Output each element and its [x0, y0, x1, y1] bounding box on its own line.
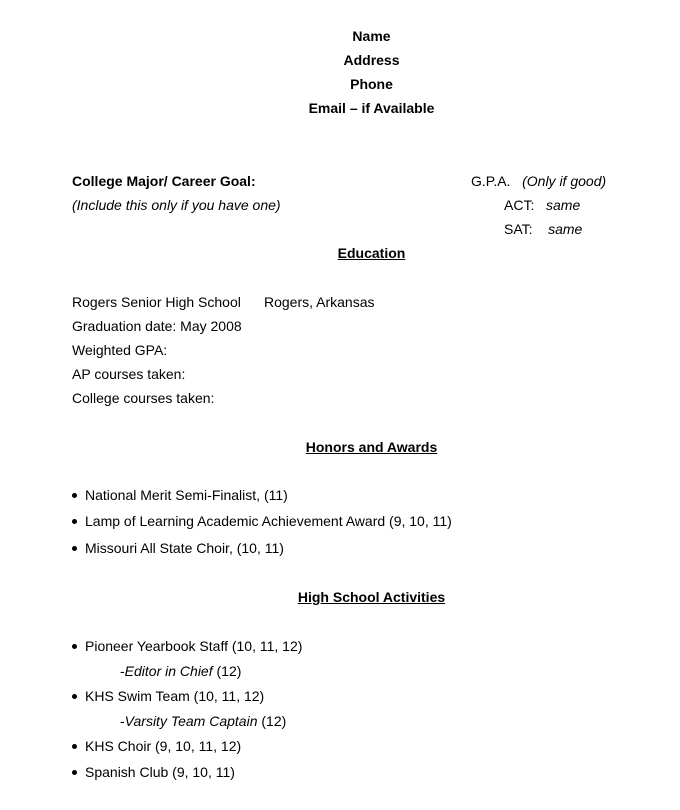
activity-role	[120, 712, 286, 730]
ap-courses: AP courses taken:	[72, 366, 186, 382]
list-item	[72, 687, 264, 705]
honors-heading: Honors and Awards	[305, 439, 438, 455]
resume-email: Email – if Available	[308, 100, 435, 116]
bullet-icon	[72, 694, 77, 699]
activity-role	[120, 662, 241, 680]
list-item	[72, 539, 284, 557]
school-location: Rogers, Arkansas	[264, 294, 375, 310]
bullet-icon	[72, 493, 77, 498]
gpa-row	[471, 172, 606, 190]
career-goal-label: College Major/ Career Goal:	[72, 173, 256, 189]
school-name: Rogers Senior High School	[72, 294, 241, 310]
act-label: ACT:	[504, 197, 535, 213]
role-prefix: -	[120, 713, 125, 729]
activity-text: Pioneer Yearbook Staff (10, 11, 12)	[85, 638, 303, 654]
list-item	[72, 512, 452, 530]
bullet-icon	[72, 519, 77, 524]
sat-value: same	[548, 221, 583, 237]
weighted-gpa: Weighted GPA:	[72, 342, 168, 358]
honor-text: National Merit Semi-Finalist, (11)	[85, 487, 288, 503]
activity-text: Spanish Club (9, 10, 11)	[85, 764, 235, 780]
gpa-value: (Only if good)	[522, 173, 607, 189]
resume-phone: Phone	[350, 76, 393, 92]
resume-address: Address	[343, 52, 400, 68]
bullet-icon	[72, 644, 77, 649]
college-courses: College courses taken:	[72, 390, 215, 406]
resume-name: Name	[352, 28, 391, 44]
activities-heading: High School Activities	[297, 589, 446, 605]
list-item	[72, 763, 235, 781]
act-row	[504, 196, 580, 214]
list-item	[72, 737, 241, 755]
role-years: (12)	[212, 663, 242, 679]
role-title: Editor in Chief	[124, 663, 213, 679]
list-item	[72, 486, 288, 504]
bullet-icon	[72, 770, 77, 775]
sat-label: SAT:	[504, 221, 533, 237]
list-item	[72, 637, 302, 655]
role-title: Varsity Team Captain	[124, 713, 258, 729]
bullet-icon	[72, 546, 77, 551]
sat-row	[504, 220, 582, 238]
honor-text: Lamp of Learning Academic Achievement Award (9, 10, 11)	[85, 513, 452, 529]
act-value: same	[546, 197, 581, 213]
bullet-icon	[72, 744, 77, 749]
gpa-label: G.P.A.	[471, 173, 511, 189]
role-prefix: -	[120, 663, 125, 679]
role-years: (12)	[257, 713, 287, 729]
career-goal-note: (Include this only if you have one)	[72, 197, 281, 213]
activity-text: KHS Choir (9, 10, 11, 12)	[85, 738, 242, 754]
activity-text: KHS Swim Team (10, 11, 12)	[85, 688, 265, 704]
education-heading: Education	[337, 245, 406, 261]
honor-text: Missouri All State Choir, (10, 11)	[85, 540, 284, 556]
graduation-date: Graduation date: May 2008	[72, 318, 242, 334]
